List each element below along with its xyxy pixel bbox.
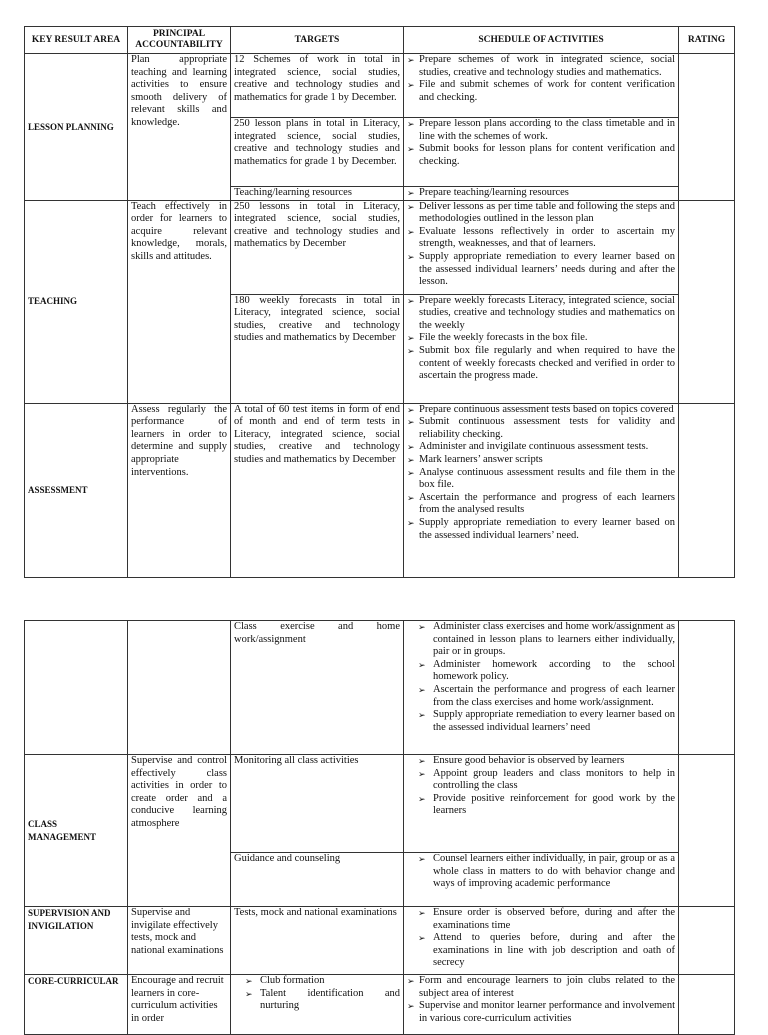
activities-cell bbox=[404, 54, 679, 118]
list-item: ➢ Appoint group leaders and class monitors to help in controlling the class bbox=[407, 768, 675, 793]
accountability-core-curricular: Encourage and recruit learners in core-curriculum activities in order bbox=[128, 975, 231, 1035]
accountability-cell-empty bbox=[128, 621, 231, 755]
table-row bbox=[25, 755, 735, 853]
activities-cell bbox=[404, 907, 679, 975]
kra-teaching: TEACHING bbox=[25, 200, 128, 403]
table-row bbox=[25, 975, 735, 1035]
target-cell: Class exercise and home work/assignment bbox=[231, 621, 404, 755]
rating-cell[interactable] bbox=[679, 200, 735, 403]
target-cell: Guidance and counseling bbox=[231, 853, 404, 907]
kra-supervision-invigilation: SUPERVISION AND INVIGILATION bbox=[25, 907, 128, 975]
activities-cell bbox=[404, 294, 679, 403]
list-item: ➢ Submit box file regularly and when required to have the content of weekly forecasts checked and verified in order to ascertain the progress made. bbox=[407, 345, 675, 383]
activities-cell bbox=[404, 755, 679, 853]
list-item: ➢ Ensure good behavior is observed by learners bbox=[407, 755, 675, 768]
target-cell: 12 Schemes of work in total in integrated science, social studies, creative and technology studies and mathematics for grade 1 by December. bbox=[231, 54, 404, 118]
list-item: ➢ Evaluate lessons reflectively in order to ascertain my strength, weaknesses, and that of learners. bbox=[407, 226, 675, 251]
list-item: ➢ Prepare weekly forecasts Literacy, integrated science, social studies, creative and technology studies and mathematics on the weekly bbox=[407, 295, 675, 333]
header-key-result-area: KEY RESULT AREA bbox=[25, 27, 128, 54]
table-row bbox=[25, 403, 735, 577]
appraisal-table-page-2 bbox=[24, 620, 735, 1035]
table-row bbox=[25, 621, 735, 755]
activities-cell bbox=[404, 975, 679, 1035]
rating-cell[interactable] bbox=[679, 907, 735, 975]
target-cell: A total of 60 test items in form of end of month and end of term tests in Literacy, integrated science, social studies, creative and technology studies and mathematics by December bbox=[231, 403, 404, 577]
header-targets: TARGETS bbox=[231, 27, 404, 54]
list-item: ➢ Talent identification and nurturing bbox=[234, 988, 400, 1013]
list-item: ➢ Ascertain the performance and progress of each learners from the analysed results bbox=[407, 492, 675, 517]
kra-lesson-planning: LESSON PLANNING bbox=[25, 54, 128, 201]
rating-cell[interactable] bbox=[679, 621, 735, 755]
header-schedule-of-activities: SCHEDULE OF ACTIVITIES bbox=[404, 27, 679, 54]
list-item: ➢ Deliver lessons as per time table and following the steps and methodologies outlined in the lesson plan bbox=[407, 201, 675, 226]
list-item: ➢ Supply appropriate remediation to every learner based on the assessed individual learners’ need. bbox=[407, 517, 675, 542]
activities-cell bbox=[404, 200, 679, 294]
list-item: ➢ Supervise and monitor learner performance and involvement in various core-curriculum activities bbox=[407, 1000, 675, 1025]
list-item: ➢ Administer and invigilate continuous assessment tests. bbox=[407, 441, 675, 454]
activities-cell bbox=[404, 187, 679, 201]
list-item: ➢ Supply appropriate remediation to every learner based on the assessed individual learners’ need bbox=[407, 709, 675, 734]
header-principal-accountability: PRINCIPAL ACCOUNTABILITY bbox=[128, 27, 231, 54]
list-item: ➢ Club formation bbox=[234, 975, 400, 988]
rating-cell[interactable] bbox=[679, 755, 735, 907]
list-item: ➢ Provide positive reinforcement for good work by the learners bbox=[407, 793, 675, 818]
list-item: ➢ Administer homework according to the school homework policy. bbox=[407, 659, 675, 684]
target-cell: Tests, mock and national examinations bbox=[231, 907, 404, 975]
rating-cell[interactable] bbox=[679, 403, 735, 577]
activities-cell bbox=[404, 621, 679, 755]
target-cell bbox=[231, 975, 404, 1035]
list-item: ➢ Supply appropriate remediation to every learner based on the assessed individual learners’ needs during and after the lesson. bbox=[407, 251, 675, 289]
list-item: ➢ Counsel learners either individually, in pair, group or as a whole class in matters to do with behavior change and ways of improving academic performance bbox=[407, 853, 675, 891]
activities-cell bbox=[404, 118, 679, 187]
kra-class-management: CLASS MANAGEMENT bbox=[25, 755, 128, 907]
list-item: ➢ Form and encourage learners to join clubs related to the subject area of interest bbox=[407, 975, 675, 1000]
list-item: ➢ Prepare lesson plans according to the class timetable and in line with the schemes of work. bbox=[407, 118, 675, 143]
table-row bbox=[25, 200, 735, 294]
list-item: ➢ Submit continuous assessment tests for validity and reliability checking. bbox=[407, 416, 675, 441]
list-item: ➢ File and submit schemes of work for content verification and checking. bbox=[407, 79, 675, 104]
accountability-supervision: Supervise and invigilate effectively tests, mock and national examinations bbox=[128, 907, 231, 975]
target-cell: 250 lessons in total in Literacy, integrated science, social studies, creative and technology studies and mathematics by December bbox=[231, 200, 404, 294]
table-row bbox=[25, 54, 735, 118]
target-cell: 250 lesson plans in total in Literacy, integrated science, social studies, creative and technology studies and mathematics for grade 1 by December. bbox=[231, 118, 404, 187]
appraisal-table-page-1 bbox=[24, 26, 735, 578]
target-cell: 180 weekly forecasts in total in Literacy, integrated science, social studies, creative and technology studies and mathematics by December bbox=[231, 294, 404, 403]
list-item: ➢ Attend to queries before, during and after the examinations in line with job description and oath of secrecy bbox=[407, 932, 675, 970]
table-row bbox=[25, 907, 735, 975]
list-item: ➢ Administer class exercises and home work/assignment as contained in lesson plans to learners either individually, pair or in groups. bbox=[407, 621, 675, 659]
list-item: ➢ Prepare schemes of work in integrated science, social studies, creative and technology studies and mathematics. bbox=[407, 54, 675, 79]
kra-core-curricular: CORE-CURRICULAR bbox=[25, 975, 128, 1035]
accountability-teaching: Teach effectively in order for learners to acquire relevant knowledge, morals, skills and attitudes. bbox=[128, 200, 231, 403]
list-item: ➢ Prepare teaching/learning resources bbox=[407, 187, 675, 200]
header-rating: RATING bbox=[679, 27, 735, 54]
list-item: ➢ Ascertain the performance and progress of each learner from the class exercises and home work/assignment. bbox=[407, 684, 675, 709]
list-item: ➢ Analyse continuous assessment results and file them in the box file. bbox=[407, 467, 675, 492]
header-row bbox=[25, 27, 735, 54]
rating-cell[interactable] bbox=[679, 975, 735, 1035]
activities-cell bbox=[404, 403, 679, 577]
target-cell: Teaching/learning resources bbox=[231, 187, 404, 201]
accountability-lesson-planning: Plan appropriate teaching and learning activities to ensure smooth delivery of relevant skills and knowledge. bbox=[128, 54, 231, 201]
kra-assessment: ASSESSMENT bbox=[25, 403, 128, 577]
activities-cell bbox=[404, 853, 679, 907]
accountability-class-management: Supervise and control effectively class activities in order to create order and a conducive learning atmosphere bbox=[128, 755, 231, 907]
accountability-assessment: Assess regularly the performance of learners in order to determine and supply appropriate interventions. bbox=[128, 403, 231, 577]
list-item: ➢ File the weekly forecasts in the box file. bbox=[407, 332, 675, 345]
list-item: ➢ Ensure order is observed before, during and after the examinations time bbox=[407, 907, 675, 932]
list-item: ➢ Submit books for lesson plans for content verification and checking. bbox=[407, 143, 675, 168]
rating-cell[interactable] bbox=[679, 54, 735, 201]
kra-cell-empty bbox=[25, 621, 128, 755]
list-item: ➢ Prepare continuous assessment tests based on topics covered bbox=[407, 404, 675, 417]
target-cell: Monitoring all class activities bbox=[231, 755, 404, 853]
list-item: ➢ Mark learners’ answer scripts bbox=[407, 454, 675, 467]
